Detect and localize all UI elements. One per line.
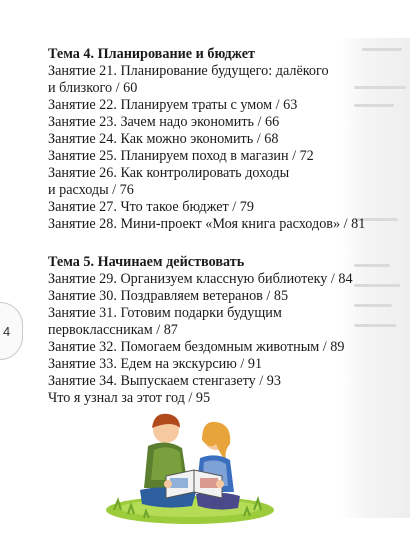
toc-line: Занятие 22. Планируем траты с умом / 63 <box>48 97 298 113</box>
children-reading-book-icon <box>104 410 276 526</box>
toc-line: Занятие 26. Как контролировать доходы <box>48 165 290 181</box>
toc-line: Занятие 25. Планируем поход в магазин / 72 <box>48 148 314 164</box>
section-heading-topic-4: Тема 4. Планирование и бюджет <box>48 46 256 62</box>
toc-line: Занятие 32. Помогаем бездомным животным / 89 <box>48 339 345 355</box>
toc-line: Занятие 29. Организуем классную библиотеку / 84 <box>48 271 353 287</box>
toc-line: Занятие 33. Едем на экскурсию / 91 <box>48 356 263 372</box>
toc-line: Занятие 24. Как можно экономить / 68 <box>48 131 279 147</box>
toc-line: Занятие 23. Зачем надо экономить / 66 <box>48 114 280 130</box>
page-number-tab <box>0 302 23 360</box>
page-number: 4 <box>3 324 11 339</box>
toc-line: первоклассникам / 87 <box>48 322 178 338</box>
table-of-contents <box>48 46 400 407</box>
section-heading-topic-5: Тема 5. Начинаем действовать <box>48 254 245 270</box>
toc-line: Занятие 21. Планирование будущего: далёкого <box>48 63 329 79</box>
toc-line: Что я узнал за этот год / 95 <box>48 390 211 406</box>
toc-line: Занятие 30. Поздравляем ветеранов / 85 <box>48 288 289 304</box>
toc-line: Занятие 28. Мини-проект «Моя книга расходов» / 81 <box>48 216 366 232</box>
toc-line: и расходы / 76 <box>48 182 134 198</box>
toc-line: Занятие 27. Что такое бюджет / 79 <box>48 199 254 215</box>
toc-line: и близкого / 60 <box>48 80 138 96</box>
toc-line: Занятие 34. Выпускаем стенгазету / 93 <box>48 373 281 389</box>
toc-line: Занятие 31. Готовим подарки будущим <box>48 305 282 321</box>
